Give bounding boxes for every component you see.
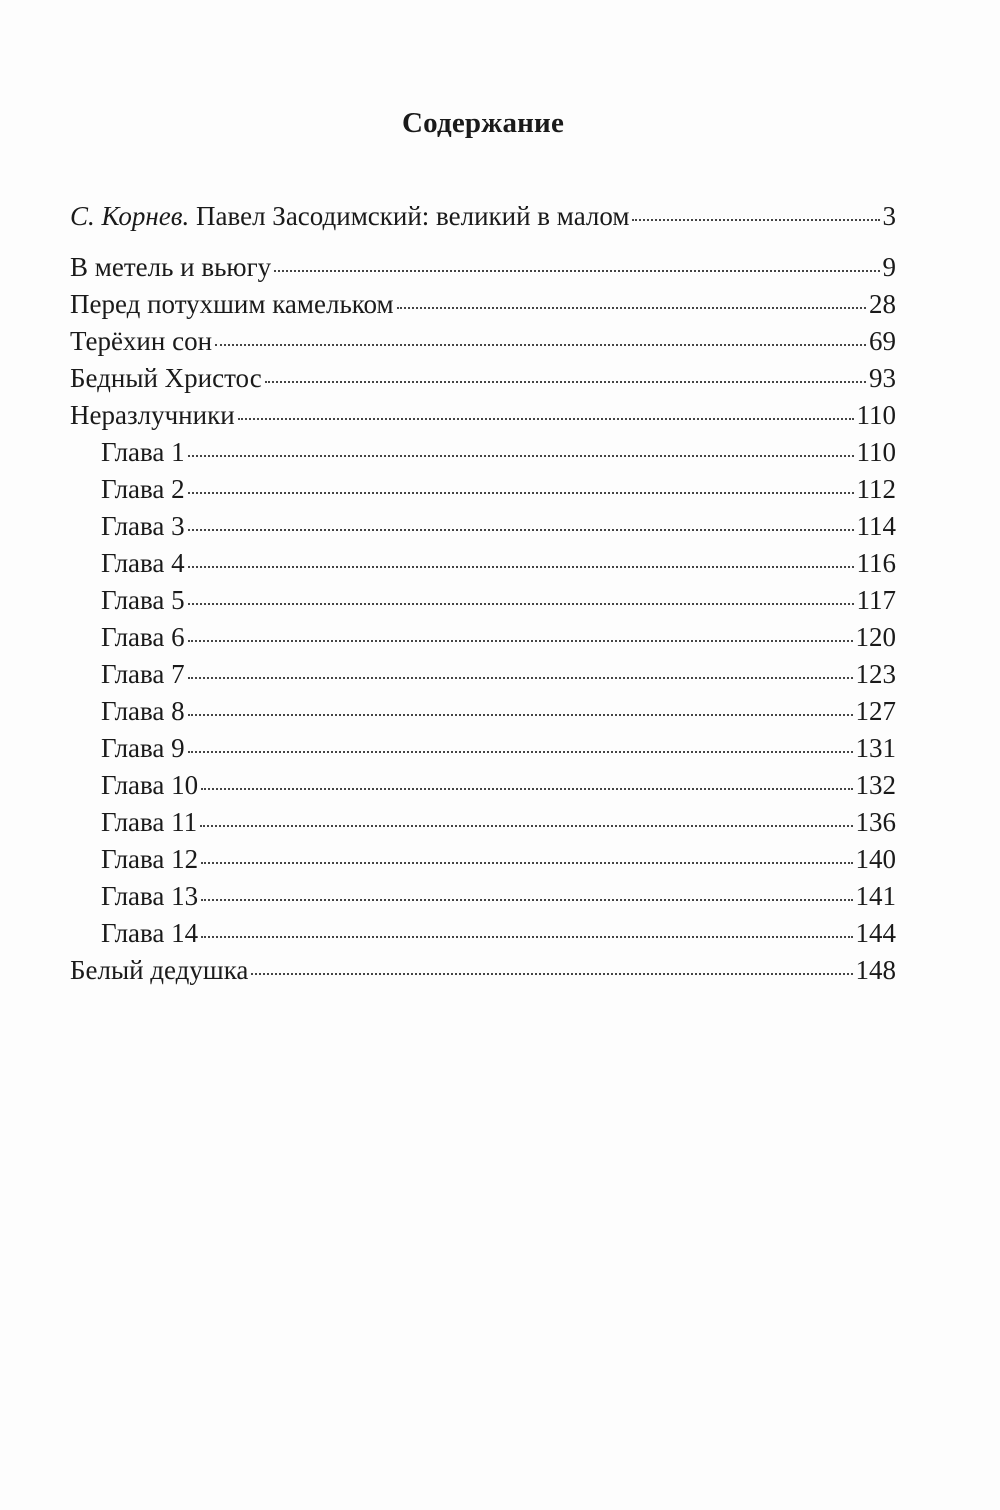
toc-page-number: 131: [855, 733, 896, 763]
toc-entry-label: [70, 952, 248, 989]
toc-subentry: [70, 471, 896, 508]
toc-page-number: 69: [869, 326, 896, 356]
toc-page-number: 9: [882, 252, 896, 282]
toc-entry-label: [101, 878, 198, 915]
toc-page-number: 148: [855, 955, 896, 985]
toc-entry-title: Белый дедушка: [70, 955, 249, 985]
toc-entry-label: [70, 360, 262, 397]
toc-entry-title: Глава 11: [101, 807, 198, 837]
toc-entry-title: Глава 8: [101, 696, 185, 726]
toc-subentry: [70, 619, 896, 656]
toc-entry-label: [101, 545, 185, 582]
dot-leader: [188, 751, 853, 753]
toc-page-number: 120: [855, 622, 896, 652]
toc-entry-label: [101, 471, 185, 508]
dot-leader: [274, 270, 879, 272]
toc-entry-title: Перед потухшим камельком: [70, 289, 394, 319]
toc-entry-title: Глава 12: [101, 844, 199, 874]
dot-leader: [200, 825, 852, 827]
toc-subentry: [70, 730, 896, 767]
toc-entry-title: Павел Засодимский: великий в малом: [196, 201, 630, 231]
toc-page-number: 132: [855, 770, 896, 800]
toc-entry-title: Глава 9: [101, 733, 185, 763]
toc-subentry: [70, 656, 896, 693]
toc-entry-title: Глава 3: [101, 511, 185, 541]
toc-subentry: [70, 804, 896, 841]
toc-entry-title: В метель и вьюгу: [70, 252, 272, 282]
toc-entry-title: Глава 14: [101, 918, 199, 948]
toc-entry-label: [70, 286, 394, 323]
toc-entry: [70, 249, 896, 286]
toc-entry-title: Глава 7: [101, 659, 185, 689]
toc-entry-title: Глава 13: [101, 881, 199, 911]
toc-entry: [70, 323, 896, 360]
toc-entry-label: [101, 915, 198, 952]
toc-page-number: 116: [856, 548, 896, 578]
toc-page-number: 136: [855, 807, 896, 837]
toc-entry-label: [101, 693, 185, 730]
toc-page-number: 127: [855, 696, 896, 726]
dot-leader: [238, 418, 854, 420]
toc-entry-label: [70, 397, 235, 434]
toc-page-number: 114: [856, 511, 896, 541]
toc-subentry: [70, 767, 896, 804]
toc-page-number: 144: [855, 918, 896, 948]
toc-subentry: [70, 582, 896, 619]
toc-entry-label: [101, 730, 185, 767]
dot-leader: [188, 603, 854, 605]
toc-entry-title: Глава 10: [101, 770, 199, 800]
toc-subentry: [70, 434, 896, 471]
toc-entry: [70, 198, 896, 235]
page-title: Содержание: [401, 107, 565, 140]
toc-entry-author: С. Корнев.: [70, 201, 190, 231]
dot-leader: [201, 936, 852, 938]
toc-subentry: [70, 508, 896, 545]
dot-leader: [201, 899, 852, 901]
dot-leader: [188, 640, 853, 642]
dot-leader: [201, 862, 852, 864]
toc-page-number: 123: [855, 659, 896, 689]
toc-subentry: [70, 841, 896, 878]
toc-page-number: 140: [855, 844, 896, 874]
toc-page-number: 141: [855, 881, 896, 911]
toc-entry-title: Глава 5: [101, 585, 185, 615]
toc-entry-title: Глава 4: [101, 548, 185, 578]
toc-subentry: [70, 915, 896, 952]
toc-page-number: 112: [856, 474, 896, 504]
toc-subentry: [70, 545, 896, 582]
toc-entry-label: [101, 841, 198, 878]
toc-entry-label: [101, 508, 185, 545]
dot-leader: [265, 381, 866, 383]
toc-entry: [70, 286, 896, 323]
toc-subentry: [70, 878, 896, 915]
dot-leader: [188, 714, 853, 716]
toc-page-number: 28: [869, 289, 896, 319]
toc-subentry: [70, 693, 896, 730]
toc-entry: [70, 952, 896, 989]
toc-entry-title: Глава 1: [101, 437, 185, 467]
toc-entry-label: [101, 767, 198, 804]
dot-leader: [215, 344, 866, 346]
toc-page-number: 3: [882, 201, 896, 231]
toc-entry-label: [70, 249, 271, 286]
toc-entry-label: [70, 198, 629, 235]
toc-entry-label: [101, 656, 185, 693]
toc-page-number: 110: [856, 400, 896, 430]
toc-entry-title: Бедный Христос: [70, 363, 262, 393]
toc-entry-title: Глава 2: [101, 474, 185, 504]
dot-leader: [188, 529, 854, 531]
dot-leader: [201, 788, 852, 790]
dot-leader: [188, 455, 854, 457]
dot-leader: [188, 566, 854, 568]
toc-entry-label: [101, 619, 185, 656]
toc-entry-label: [101, 434, 185, 471]
toc-page-number: 93: [869, 363, 896, 393]
toc-entry-label: [101, 582, 185, 619]
toc-page-number: 110: [856, 437, 896, 467]
toc-entry-label: [101, 804, 197, 841]
toc-entry-title: Терёхин сон: [70, 326, 213, 356]
toc-entry: [70, 397, 896, 434]
table-of-contents: [70, 198, 896, 989]
dot-leader: [251, 973, 852, 975]
toc-entry-title: Глава 6: [101, 622, 185, 652]
dot-leader: [188, 492, 854, 494]
dot-leader: [188, 677, 853, 679]
toc-page-number: 117: [856, 585, 896, 615]
dot-leader: [632, 219, 879, 221]
dot-leader: [397, 307, 866, 309]
toc-entry-title: Неразлучники: [70, 400, 235, 430]
toc-entry-label: [70, 323, 212, 360]
toc-entry: [70, 360, 896, 397]
